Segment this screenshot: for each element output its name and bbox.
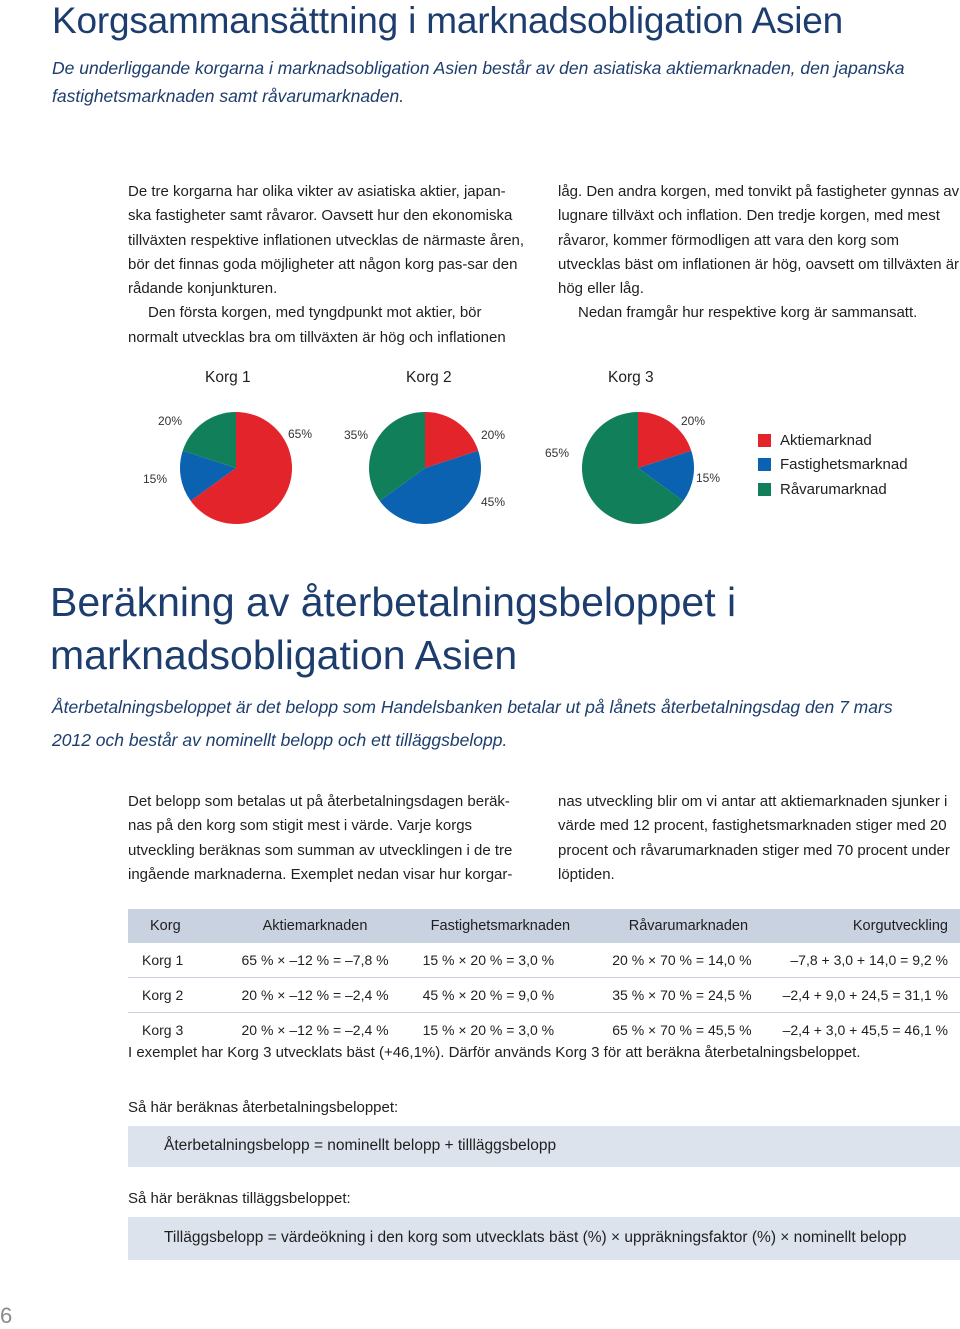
formula-text-aterbetalning: Återbetalningsbelopp = nominellt belopp + tillläggsbelopp [164, 1137, 557, 1154]
formula-label-tillagg: Så här beräknas tilläggsbeloppet: [128, 1190, 351, 1207]
pie-2-label-fastighet: 45% [481, 495, 506, 509]
page-number: 6 [0, 1303, 13, 1328]
section2-right-paragraph: nas utveckling blir om vi antar att aktiemarknaden sjunker i värde med 12 procent, fastighetsmarknaden stiger med 20 procent och råvarumarknaden stiger med 70 procent under löptiden. [558, 793, 950, 883]
legend-swatch-aktie [758, 434, 771, 447]
intro-line-2: fastighetsmarknaden samt råvarumarknaden. [52, 86, 405, 106]
legend-label-aktie: Aktiemarknad [780, 431, 872, 449]
legend-label-fastighet: Fastighetsmarknad [780, 456, 908, 474]
pie-3-label-ravara: 65% [545, 446, 570, 460]
chart-title-korg-2: Korg 2 [406, 369, 452, 386]
legend-item-aktie [758, 428, 908, 453]
formula-box-aterbetalning [128, 1126, 960, 1167]
table-row [128, 943, 960, 978]
result-text: I exemplet har Korg 3 utvecklats bäst (+46,1%). Därför används Korg 3 för att beräkna återbetalningsbeloppet. [128, 1044, 861, 1061]
pie-chart-korg-3 [581, 411, 695, 525]
cell-korg: Korg 2 [128, 978, 225, 1013]
cell-aktie: 20 % × –12 % = –2,4 % [225, 978, 406, 1013]
formula-label-aterbetalning: Så här beräknas återbetalningsbeloppet: [128, 1099, 399, 1116]
left-column [128, 180, 526, 350]
chart-title-korg-3: Korg 3 [608, 369, 654, 386]
legend-swatch-ravara [758, 483, 771, 496]
legend-item-ravara [758, 477, 908, 502]
section2-left-column [128, 790, 526, 887]
chart-title-korg-1: Korg 1 [205, 369, 251, 386]
left-paragraph-1: De tre korgarna har olika vikter av asiatiska aktier, japan-ska fastigheter samt råvaror. Oavsett hur den ekonomiska tillväxten respektive inflationen utvecklas de närmaste åren, bör det finnas goda möjligheter att någon korg pas-sar den rådande konjunkturen. [128, 183, 525, 298]
table-header-row [128, 909, 960, 943]
pie-1-label-ravara: 20% [158, 414, 183, 428]
cell-ravara: 20 % × 70 % = 14,0 % [595, 943, 781, 978]
pie-chart-korg-1 [179, 411, 293, 525]
page-title: Korgsammansättning i marknadsobligation Asien [52, 0, 844, 41]
section2-right-column [558, 790, 960, 887]
header-korgutveckling: Korgutveckling [782, 909, 960, 943]
cell-korgutveckling: –2,4 + 9,0 + 24,5 = 31,1 % [782, 978, 960, 1013]
section-title [50, 576, 930, 682]
header-ravarumarknaden: Råvarumarknaden [595, 909, 781, 943]
cell-korgutveckling: –7,8 + 3,0 + 14,0 = 9,2 % [782, 943, 960, 978]
formula-box-tillagg [128, 1217, 960, 1260]
pie-chart-korg-2 [368, 411, 482, 525]
header-fastighetsmarknaden: Fastighetsmarknaden [406, 909, 596, 943]
right-paragraph-1: låg. Den andra korgen, med tonvikt på fastigheter gynnas av lugnare tillväxt och inflation. Den tredje korgen, med mest råvaror, kommer förmodligen att vara den korg som utvecklas bäst om inflationen är hög, oavsett om tillväxten är hög eller låg. [558, 183, 960, 298]
pie-2-label-ravara: 35% [344, 428, 369, 442]
chart-legend [758, 428, 908, 502]
cell-aktie: 20 % × –12 % = –2,4 % [241, 1022, 389, 1038]
section2-left-paragraph: Det belopp som betalas ut på återbetalningsdagen beräk-nas på den korg som stigit mest i värde. Varje korgs utveckling beräknas som summan av utvecklingen i de tre ingående marknaderna. Exemplet nedan visar hur korgar- [128, 793, 513, 883]
cell-korgutveckling: –2,4 + 3,0 + 45,5 = 46,1 % [782, 1022, 948, 1038]
section-intro-line-2: 2012 och består av nominellt belopp och ett tilläggsbelopp. [52, 730, 508, 750]
intro-text [52, 54, 932, 110]
pie-3-label-aktie: 20% [681, 414, 706, 428]
legend-item-fastighet [758, 453, 908, 478]
pie-1-label-fastighet: 15% [143, 472, 168, 486]
section-title-line-2: marknadsobligation Asien [50, 632, 518, 678]
legend-swatch-fastighet [758, 458, 771, 471]
intro-line-1: De underliggande korgarna i marknadsobligation Asien består av den asiatiska aktiemarknaden, den japanska [52, 58, 905, 78]
table-row [128, 978, 960, 1013]
cell-fastighet: 15 % × 20 % = 3,0 % [422, 1022, 555, 1038]
pie-1-label-aktie: 65% [288, 427, 313, 441]
header-korg: Korg [128, 909, 225, 943]
formula-text-tillagg: Tilläggsbelopp = värdeökning i den korg som utvecklats bäst (%) × uppräkningsfaktor (%) × nominellt belopp [164, 1229, 907, 1246]
cell-ravara: 65 % × 70 % = 45,5 % [612, 1022, 752, 1038]
right-column [558, 180, 960, 326]
section-intro [52, 691, 942, 757]
cell-korg: Korg 3 [142, 1022, 184, 1038]
pie-3-label-fastighet: 15% [696, 471, 721, 485]
header-aktiemarknaden: Aktiemarknaden [225, 909, 406, 943]
cell-fastighet: 45 % × 20 % = 9,0 % [406, 978, 596, 1013]
section-intro-line-1: Återbetalningsbeloppet är det belopp som Handelsbanken betalar ut på lånets återbetalningsdag den 7 mars [52, 697, 893, 717]
pie-2-label-aktie: 20% [481, 428, 506, 442]
cell-korg: Korg 1 [128, 943, 225, 978]
right-paragraph-2: Nedan framgår hur respektive korg är sammansatt. [578, 304, 918, 322]
calculation-table [128, 909, 960, 1047]
section-title-line-1: Beräkning av återbetalningsbeloppet i [50, 579, 737, 625]
cell-fastighet: 15 % × 20 % = 3,0 % [406, 943, 596, 978]
cell-aktie: 65 % × –12 % = –7,8 % [225, 943, 406, 978]
table-row [128, 1013, 960, 1048]
left-paragraph-2: Den första korgen, med tyngdpunkt mot aktier, bör normalt utvecklas bra om tillväxten är hög och inflationen [128, 304, 506, 346]
cell-ravara: 35 % × 70 % = 24,5 % [595, 978, 781, 1013]
legend-label-ravara: Råvarumarknad [780, 480, 887, 498]
